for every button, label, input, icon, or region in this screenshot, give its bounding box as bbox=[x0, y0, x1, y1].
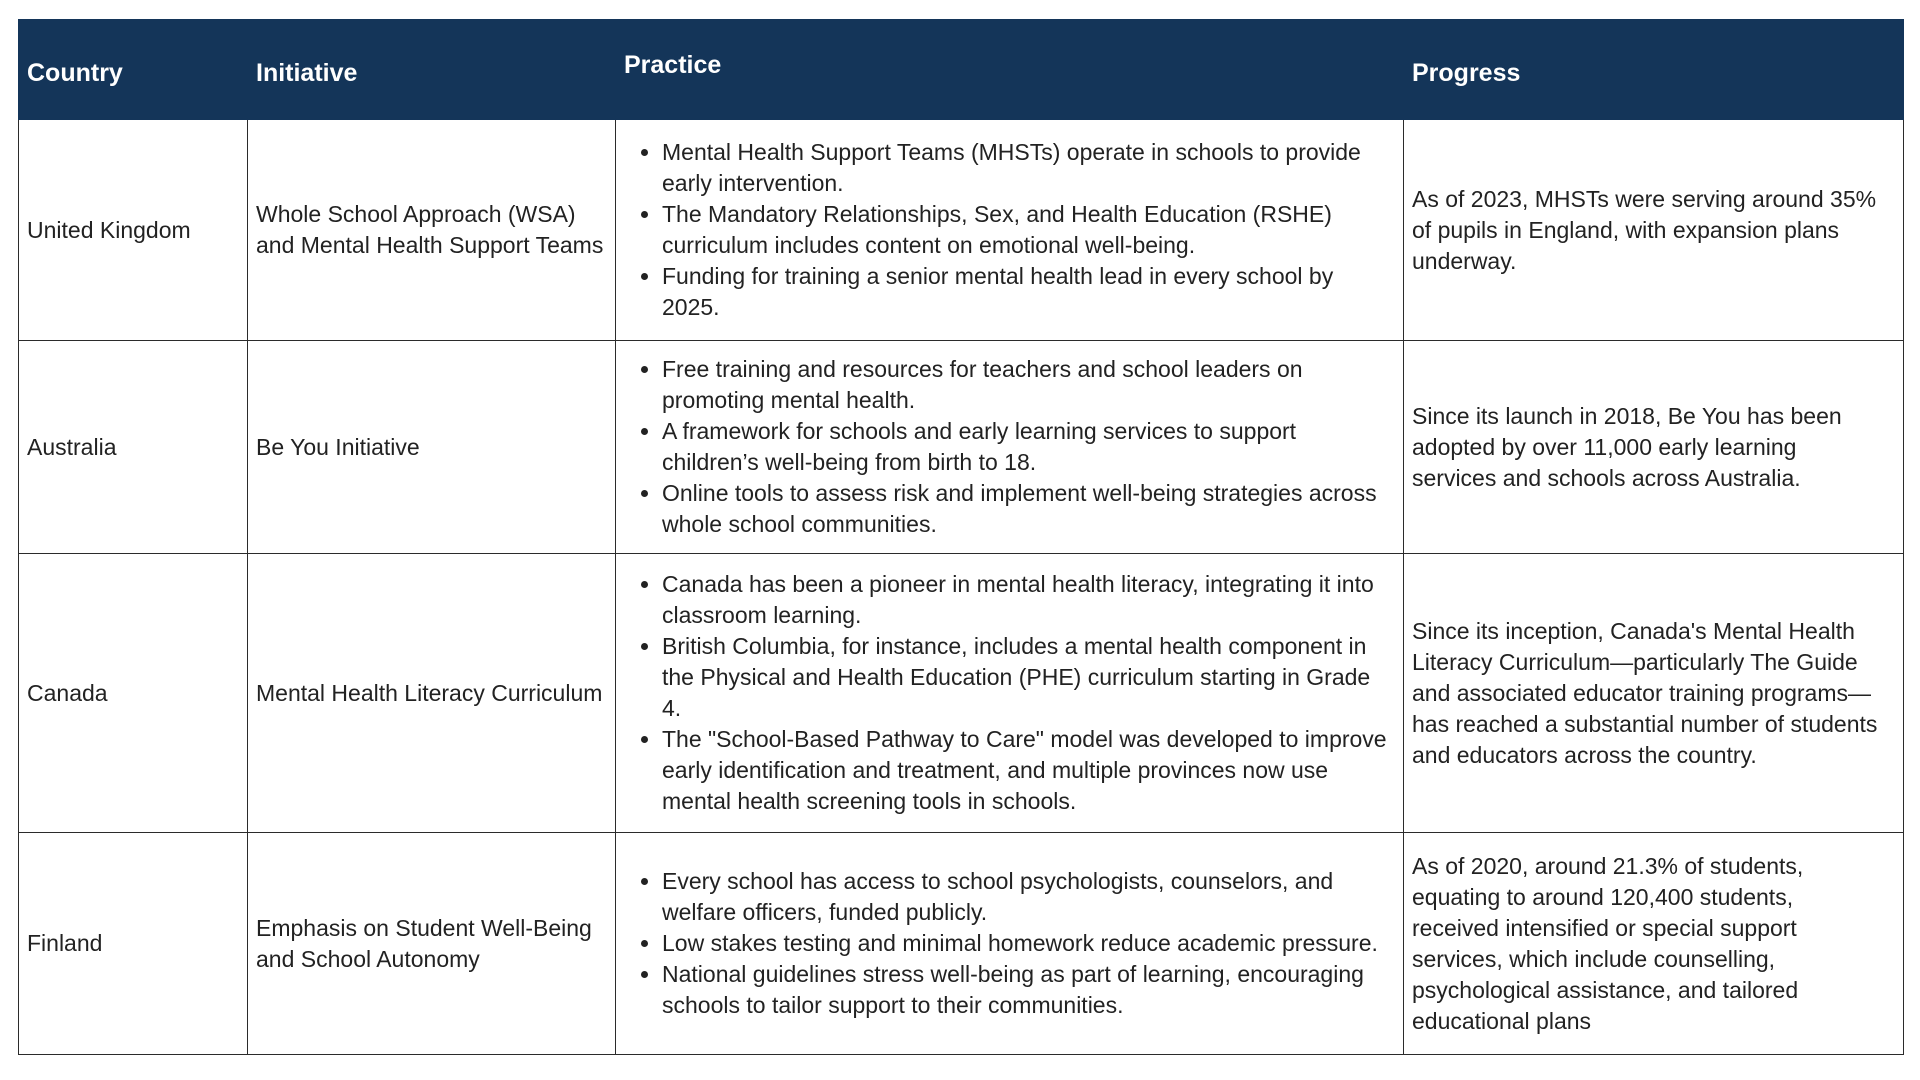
initiatives-table-container bbox=[18, 19, 1903, 1055]
initiatives-table bbox=[18, 19, 1904, 1055]
country-cell: Australia bbox=[19, 341, 248, 554]
practice-list bbox=[624, 137, 1393, 323]
practice-item: • National guidelines stress well-being as part of learning, encouraging schools to tailor support to their communities. bbox=[662, 959, 1393, 1021]
country-cell: Finland bbox=[19, 833, 248, 1055]
practice-item: • A framework for schools and early learning services to support children’s well-being from birth to 18. bbox=[662, 416, 1393, 478]
initiative-cell: Mental Health Literacy Curriculum bbox=[248, 554, 616, 833]
country-cell: United Kingdom bbox=[19, 120, 248, 341]
column-header-progress: Progress bbox=[1404, 20, 1904, 120]
column-header-practice: Practice bbox=[616, 20, 1404, 120]
table-row bbox=[19, 554, 1904, 833]
practice-cell bbox=[616, 120, 1404, 341]
progress-cell: As of 2020, around 21.3% of students, equating to around 120,400 students, received intensified or special support services, which include counselling, psychological assistance, and tailored educational plans bbox=[1404, 833, 1904, 1055]
initiative-cell: Emphasis on Student Well-Being and School Autonomy bbox=[248, 833, 616, 1055]
practice-cell bbox=[616, 554, 1404, 833]
practice-item: • British Columbia, for instance, includes a mental health component in the Physical and Health Education (PHE) curriculum starting in Grade 4. bbox=[662, 631, 1393, 724]
practice-item: • The "School-Based Pathway to Care" model was developed to improve early identification and treatment, and multiple provinces now use mental health screening tools in schools. bbox=[662, 724, 1393, 817]
progress-cell: As of 2023, MHSTs were serving around 35% of pupils in England, with expansion plans underway. bbox=[1404, 120, 1904, 341]
practice-item: • Mental Health Support Teams (MHSTs) operate in schools to provide early intervention. bbox=[662, 137, 1393, 199]
initiative-cell: Be You Initiative bbox=[248, 341, 616, 554]
country-cell: Canada bbox=[19, 554, 248, 833]
initiative-cell: Whole School Approach (WSA) and Mental Health Support Teams bbox=[248, 120, 616, 341]
column-header-country: Country bbox=[19, 20, 248, 120]
practice-item: • Funding for training a senior mental health lead in every school by 2025. bbox=[662, 261, 1393, 323]
practice-item: • Low stakes testing and minimal homework reduce academic pressure. bbox=[662, 928, 1393, 959]
progress-cell: Since its launch in 2018, Be You has been adopted by over 11,000 early learning services and schools across Australia. bbox=[1404, 341, 1904, 554]
practice-list bbox=[624, 354, 1393, 540]
table-row bbox=[19, 120, 1904, 341]
table-row bbox=[19, 833, 1904, 1055]
progress-cell: Since its inception, Canada's Mental Health Literacy Curriculum—particularly The Guide and associated educator training programs—has reached a substantial number of students and educators across the country. bbox=[1404, 554, 1904, 833]
practice-cell bbox=[616, 833, 1404, 1055]
practice-item: • The Mandatory Relationships, Sex, and Health Education (RSHE) curriculum includes content on emotional well-being. bbox=[662, 199, 1393, 261]
column-header-initiative: Initiative bbox=[248, 20, 616, 120]
practice-item: • Online tools to assess risk and implement well-being strategies across whole school communities. bbox=[662, 478, 1393, 540]
practice-list bbox=[624, 569, 1393, 817]
table-row bbox=[19, 341, 1904, 554]
practice-item: • Every school has access to school psychologists, counselors, and welfare officers, funded publicly. bbox=[662, 866, 1393, 928]
practice-list bbox=[624, 866, 1393, 1021]
header-row bbox=[19, 20, 1904, 120]
practice-item: • Free training and resources for teachers and school leaders on promoting mental health. bbox=[662, 354, 1393, 416]
practice-item: • Canada has been a pioneer in mental health literacy, integrating it into classroom learning. bbox=[662, 569, 1393, 631]
practice-cell bbox=[616, 341, 1404, 554]
